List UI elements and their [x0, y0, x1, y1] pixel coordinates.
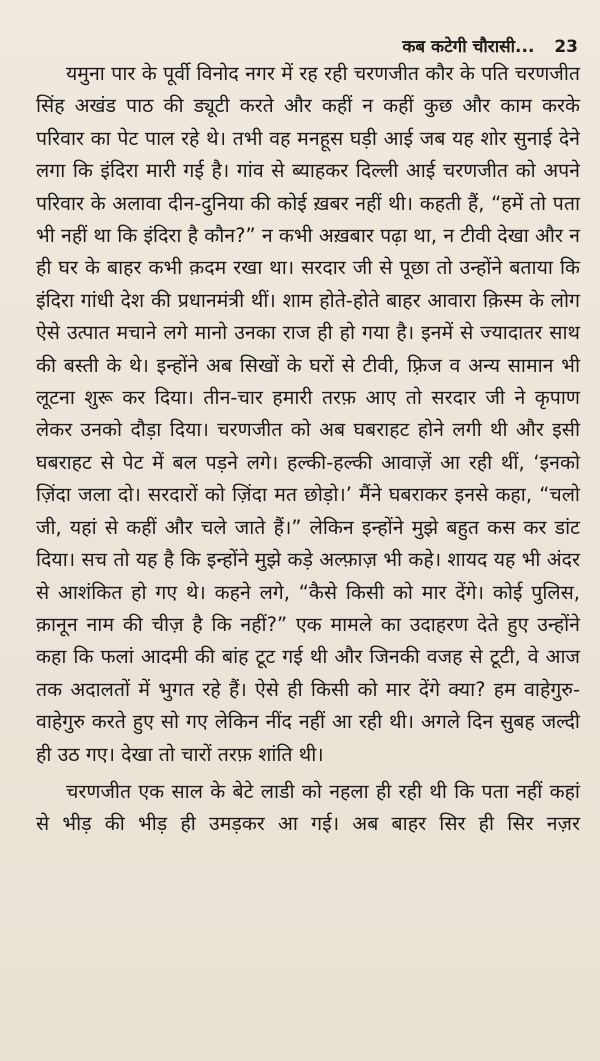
page-number: 23 — [554, 37, 578, 57]
body-text — [36, 58, 580, 841]
running-title: कब कटेगी चौरासी... — [402, 37, 535, 57]
running-header — [402, 34, 578, 57]
paragraph-1: यमुना पार के पूर्वी विनोद नगर में रह रही चरणजीत कौर के पति चरणजीत सिंह अखंड पाठ की ड्यूटी करते और कहीं न कहीं कुछ और काम करके परिवार का पेट पाल रहे थे। तभी वह मनहूस घड़ी आई जब यह शोर सुनाई देने लगा कि इंदिरा मारी गई है। गांव से ब्याहकर दिल्ली आई चरणजीत को अपने परिवार के अलावा दीन-दुनिया की कोई ख़बर नहीं थी। कहती हैं, “हमें तो पता भी नहीं था कि इंदिरा है कौन?” न कभी अख़बार पढ़ा था, न टीवी देखा और न ही घर के बाहर कभी क़दम रखा था। सरदार जी से पूछा तो उन्होंने बताया कि इंदिरा गांधी देश की प्रधानमंत्री थीं। शाम होते-होते बाहर आवारा क़िस्म के लोग ऐसे उत्पात मचाने लगे मानो उनका राज ही हो गया है। इनमें से ज्यादातर साथ की बस्ती के थे। इन्होंने अब सिखों के घरों से टीवी, फ़्रिज व अन्य सामान भी लूटना शुरू कर दिया। तीन-चार हमारी तरफ़ आए तो सरदार जी ने कृपाण लेकर उनको दौड़ा दिया। चरणजीत को अब घबराहट होने लगी थी और इसी घबराहट से पेट में बल पड़ने लगे। हल्की-हल्की आवाज़ें आ रही थीं, ‘इनको ज़िंदा जला दो। सरदारों को ज़िंदा मत छोड़ो।’ मैंने घबराकर इनसे कहा, “चलो जी, यहां से कहीं और चले जाते हैं।” लेकिन इन्होंने मुझे बहुत कस कर डांट दिया। सच तो यह है कि इन्होंने मुझे कड़े अल्फ़ाज़ भी कहे। शायद यह भी अंदर से आशंकित हो गए थे। कहने लगे, “कैसे किसी को मार देंगे। कोई पुलिस, क़ानून नाम की चीज़ है कि नहीं?” एक मामले का उदाहरण देते हुए उन्होंने कहा कि फलां आदमी की बांह टूट गई थी और जिनकी वजह से टूटी, वे आज तक अदालतों में भुगत रहे हैं। ऐसे ही किसी को मार देंगे क्या? हम वाहेगुरु-वाहेगुरु करते हुए सो गए लेकिन नींद नहीं आ रही थी। अगले दिन सुबह जल्दी ही उठ गए। देखा तो चारों तरफ़ शांति थी। — [36, 62, 580, 766]
paragraph-2: चरणजीत एक साल के बेटे लाडी को नहला ही रही थी कि पता नहीं कहां से भीड़ की भीड़ ही उमड़कर आ गई। अब बाहर सिर ही सिर नज़र — [36, 779, 580, 836]
